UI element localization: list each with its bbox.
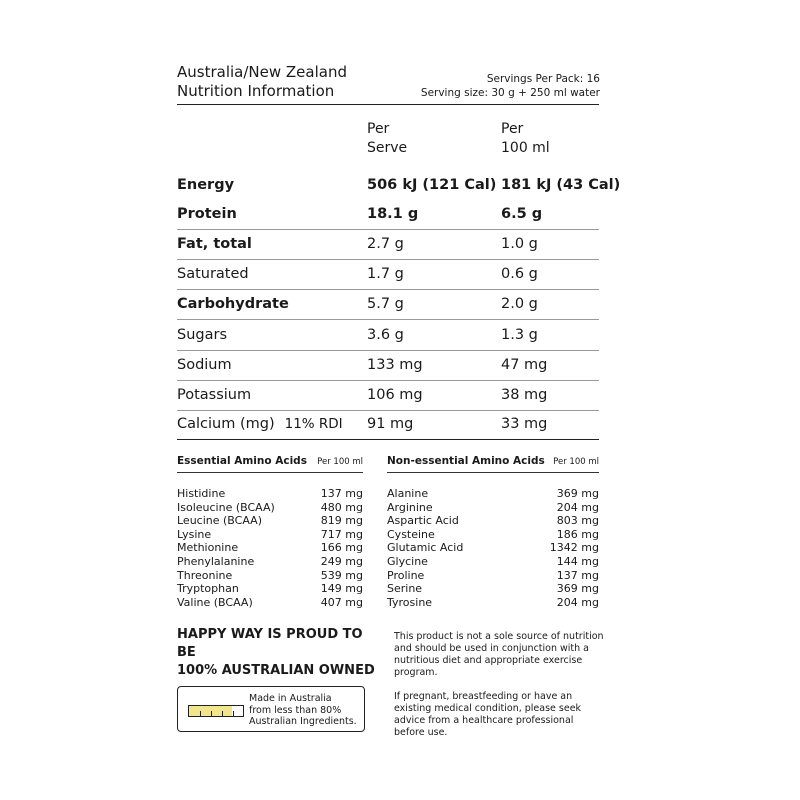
amino-name: Glycine (387, 554, 428, 568)
amino-value: 819 mg (320, 514, 363, 528)
amino-item (387, 541, 599, 555)
amino-item (177, 541, 363, 555)
value-per-100ml: 1.3 g (501, 327, 538, 343)
value-per-100ml: 2.0 g (501, 296, 538, 312)
serving-size: Serving size: 30 g + 250 ml water (420, 87, 600, 99)
amino-item (177, 514, 363, 528)
table-bottom-divider (177, 439, 599, 440)
non-essential-amino-acids (387, 455, 599, 609)
row-divider (177, 319, 599, 320)
amino-item (387, 569, 599, 583)
column-header-per-100ml (501, 120, 550, 158)
essential-amino-header (177, 455, 363, 469)
amino-name: Histidine (177, 487, 226, 500)
title-line-2: Nutrition Information (177, 82, 335, 100)
nutrient-row-sugars (177, 321, 599, 351)
nutrient-label: Fat, total (177, 236, 252, 252)
servings-info (421, 72, 600, 100)
made-in-line-1: Made in Australia (249, 693, 332, 704)
amino-item (387, 514, 599, 528)
amino-value: 144 mg (556, 554, 599, 568)
amino-item (387, 487, 599, 501)
amino-item (387, 501, 599, 515)
amino-value: 1342 mg (549, 541, 599, 555)
nutrient-row-energy (177, 171, 621, 201)
amino-value: 249 mg (320, 554, 363, 568)
value-per-serve: 5.7 g (367, 296, 404, 312)
proud-line-1: HAPPY WAY IS PROUD TO BE (177, 627, 363, 660)
nutrient-row-calcium (177, 410, 599, 440)
amino-name: Serine (387, 582, 423, 596)
value-per-100ml: 47 mg (501, 357, 548, 373)
amino-item (177, 501, 363, 515)
amino-value: 803 mg (556, 514, 599, 528)
amino-value: 717 mg (320, 527, 363, 541)
essential-amino-heading: Essential Amino Acids (177, 455, 307, 467)
amino-value: 204 mg (556, 595, 599, 609)
non-essential-amino-rule (387, 472, 599, 473)
made-in-australia-label (177, 686, 365, 732)
value-per-serve: 3.6 g (367, 327, 404, 343)
value-per-serve: 133 mg (367, 357, 423, 373)
amino-item (177, 555, 363, 569)
amino-name: Tyrosine (387, 595, 433, 609)
value-per-100ml: 0.6 g (501, 266, 538, 282)
calcium-rdi: 11% RDI (284, 416, 343, 432)
nutrient-label: Energy (177, 177, 235, 193)
value-per-serve: 1.7 g (367, 266, 404, 282)
nutrient-label (177, 414, 343, 434)
servings-per-pack: Servings Per Pack: 16 (486, 73, 600, 85)
calcium-label: Calcium (mg) (177, 416, 275, 432)
made-in-line-2: from less than 80% (249, 704, 342, 716)
header-divider (177, 104, 599, 105)
non-essential-amino-per: Per 100 ml (553, 457, 599, 467)
essential-amino-rule (177, 472, 363, 473)
amino-name: Tryptophan (177, 582, 239, 596)
amino-name: Alanine (387, 487, 429, 500)
amino-name: Arginine (387, 500, 433, 514)
nutrient-label: Sugars (177, 327, 227, 343)
disclaimer (394, 631, 604, 751)
essential-amino-acids (177, 455, 363, 609)
amino-name: Proline (387, 568, 425, 582)
value-per-100ml: 6.5 g (501, 206, 543, 222)
essential-amino-list (177, 487, 363, 609)
value-per-serve: 506 kJ (121 Cal) (367, 177, 497, 193)
amino-item (387, 596, 599, 610)
value-per-serve: 18.1 g (367, 206, 419, 222)
value-per-serve: 106 mg (367, 387, 423, 403)
made-in-text (249, 693, 364, 728)
amino-name: Valine (BCAA) (177, 595, 253, 609)
amino-item (177, 528, 363, 542)
column-header-per-serve (367, 120, 407, 158)
panel-title (177, 63, 347, 101)
amino-value: 137 mg (320, 487, 363, 500)
amino-item (177, 596, 363, 610)
amino-name: Lysine (177, 527, 212, 541)
nutrient-row-potassium (177, 381, 599, 411)
amino-name: Phenylalanine (177, 554, 255, 568)
amino-name: Isoleucine (BCAA) (177, 500, 275, 514)
amino-value: 480 mg (320, 500, 363, 514)
nutrient-label: Protein (177, 206, 237, 222)
non-essential-amino-header (387, 455, 599, 469)
value-per-100ml: 1.0 g (501, 236, 538, 252)
bar-tick (233, 711, 234, 716)
disclaimer-medical: If pregnant, breastfeeding or have an existing medical condition, please seek advice from a healthcare professional before use. (394, 691, 582, 738)
per-100-line-1: Per (501, 121, 524, 137)
value-per-serve: 2.7 g (367, 236, 404, 252)
australian-ingredients-bar (188, 705, 244, 717)
nutrient-label: Sodium (177, 357, 232, 373)
nutrient-row-saturated (177, 260, 599, 290)
per-serve-line-1: Per (367, 121, 390, 137)
nutrient-row-carbohydrate (177, 290, 599, 320)
value-per-100ml: 181 kJ (43 Cal) (501, 177, 621, 193)
amino-value: 186 mg (556, 527, 599, 541)
amino-item (177, 487, 363, 501)
amino-value: 137 mg (556, 568, 599, 582)
nutrient-row-protein (177, 200, 599, 230)
value-per-100ml: 33 mg (501, 416, 548, 432)
amino-item (177, 582, 363, 596)
amino-value: 407 mg (320, 595, 363, 609)
non-essential-amino-list (387, 487, 599, 609)
amino-value: 539 mg (320, 568, 363, 582)
amino-name: Threonine (177, 568, 233, 582)
amino-value: 369 mg (556, 582, 599, 596)
amino-name: Leucine (BCAA) (177, 514, 262, 528)
value-per-serve: 91 mg (367, 416, 414, 432)
nutrient-label: Saturated (177, 266, 249, 282)
amino-item (387, 582, 599, 596)
nutrient-row-fat (177, 230, 599, 260)
non-essential-amino-heading: Non-essential Amino Acids (387, 455, 545, 467)
amino-name: Aspartic Acid (387, 514, 459, 528)
amino-value: 204 mg (556, 500, 599, 514)
australian-owned-statement (177, 626, 377, 680)
nutrient-label: Carbohydrate (177, 296, 289, 312)
amino-name: Cysteine (387, 527, 435, 541)
proud-line-2: 100% AUSTRALIAN OWNED (177, 663, 375, 678)
amino-name: Glutamic Acid (387, 541, 464, 555)
amino-item (387, 528, 599, 542)
amino-item (177, 569, 363, 583)
amino-value: 369 mg (556, 487, 599, 500)
nutrient-row-sodium (177, 351, 599, 381)
title-line-1: Australia/New Zealand (177, 63, 347, 81)
bar-tick (200, 711, 201, 716)
amino-name: Methionine (177, 541, 239, 555)
nutrient-label: Potassium (177, 387, 252, 403)
bar-tick (222, 711, 223, 716)
per-100-line-2: 100 ml (501, 140, 550, 156)
made-in-line-3: Australian Ingredients. (249, 716, 357, 727)
amino-value: 149 mg (320, 582, 363, 596)
disclaimer-nutrition: This product is not a sole source of nutrition and should be used in conjunction with a nutritious diet and appropriate exercise program. (394, 631, 604, 678)
value-per-100ml: 38 mg (501, 387, 548, 403)
amino-value: 166 mg (320, 541, 363, 555)
bar-tick (211, 711, 212, 716)
amino-item (387, 555, 599, 569)
per-serve-line-2: Serve (367, 140, 408, 156)
essential-amino-per: Per 100 ml (317, 457, 363, 467)
